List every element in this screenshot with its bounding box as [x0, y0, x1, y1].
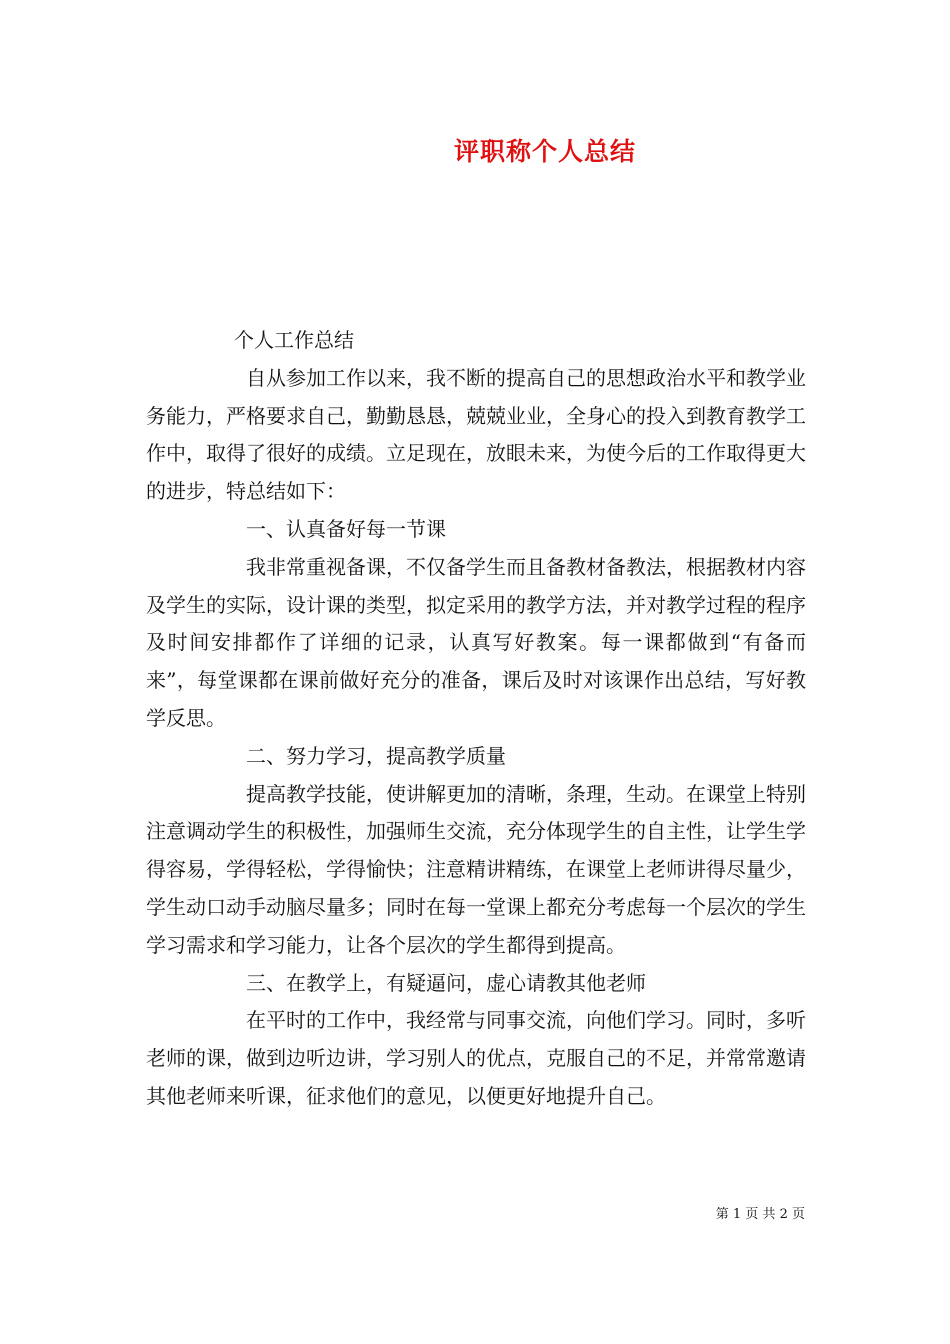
document-body: [146, 322, 806, 1116]
document-subtitle: 个人工作总结: [234, 328, 354, 352]
section-heading-1: 一、认真备好每一节课: [246, 516, 446, 541]
page-number-footer: 第 1 页 共 2 页: [715, 1207, 805, 1222]
paragraph-intro: 自从参加工作以来，我不断的提高自己的思想政治水平和教学业务能力，严格要求自己，勤勤恳恳，兢兢业业，全身心的投入到教育教学工作中，取得了很好的成绩。立足现在，放眼未来，为使今后的工作取得更大的进步，特总结如下：: [146, 365, 806, 504]
page-title: 评职称个人总结: [453, 137, 636, 166]
section-heading-3: 三、在教学上，有疑逼问，虚心请教其他老师: [246, 970, 646, 995]
paragraph-section-3: 在平时的工作中，我经常与同事交流，向他们学习。同时，多听老师的课，做到边听边讲，学习别人的优点，克服自己的不足，并常常邀请其他老师来听课，征求他们的意见，以便更好地提升自己。: [146, 1008, 806, 1108]
section-heading-2: 二、努力学习，提高教学质量: [246, 743, 506, 768]
paragraph-section-1: 我非常重视备课，不仅备学生而且备教材备教法，根据教材内容及学生的实际，设计课的类型，拟定采用的教学方法，并对教学过程的程序及时间安排都作了详细的记录，认真写好教案。每一课都做到“有备而来”，每堂课都在课前做好充分的准备，课后及时对该课作出总结，写好教学反思。: [146, 554, 806, 730]
paragraph-section-2: 提高教学技能，使讲解更加的清晰，条理，生动。在课堂上特别注意调动学生的积极性，加强师生交流，充分体现学生的自主性，让学生学得容易，学得轻松，学得愉快；注意精讲精练，在课堂上老师讲得尽量少，学生动口动手动脑尽量多；同时在每一堂课上都充分考虑每一个层次的学生学习需求和学习能力，让各个层次的学生都得到提高。: [146, 781, 806, 957]
